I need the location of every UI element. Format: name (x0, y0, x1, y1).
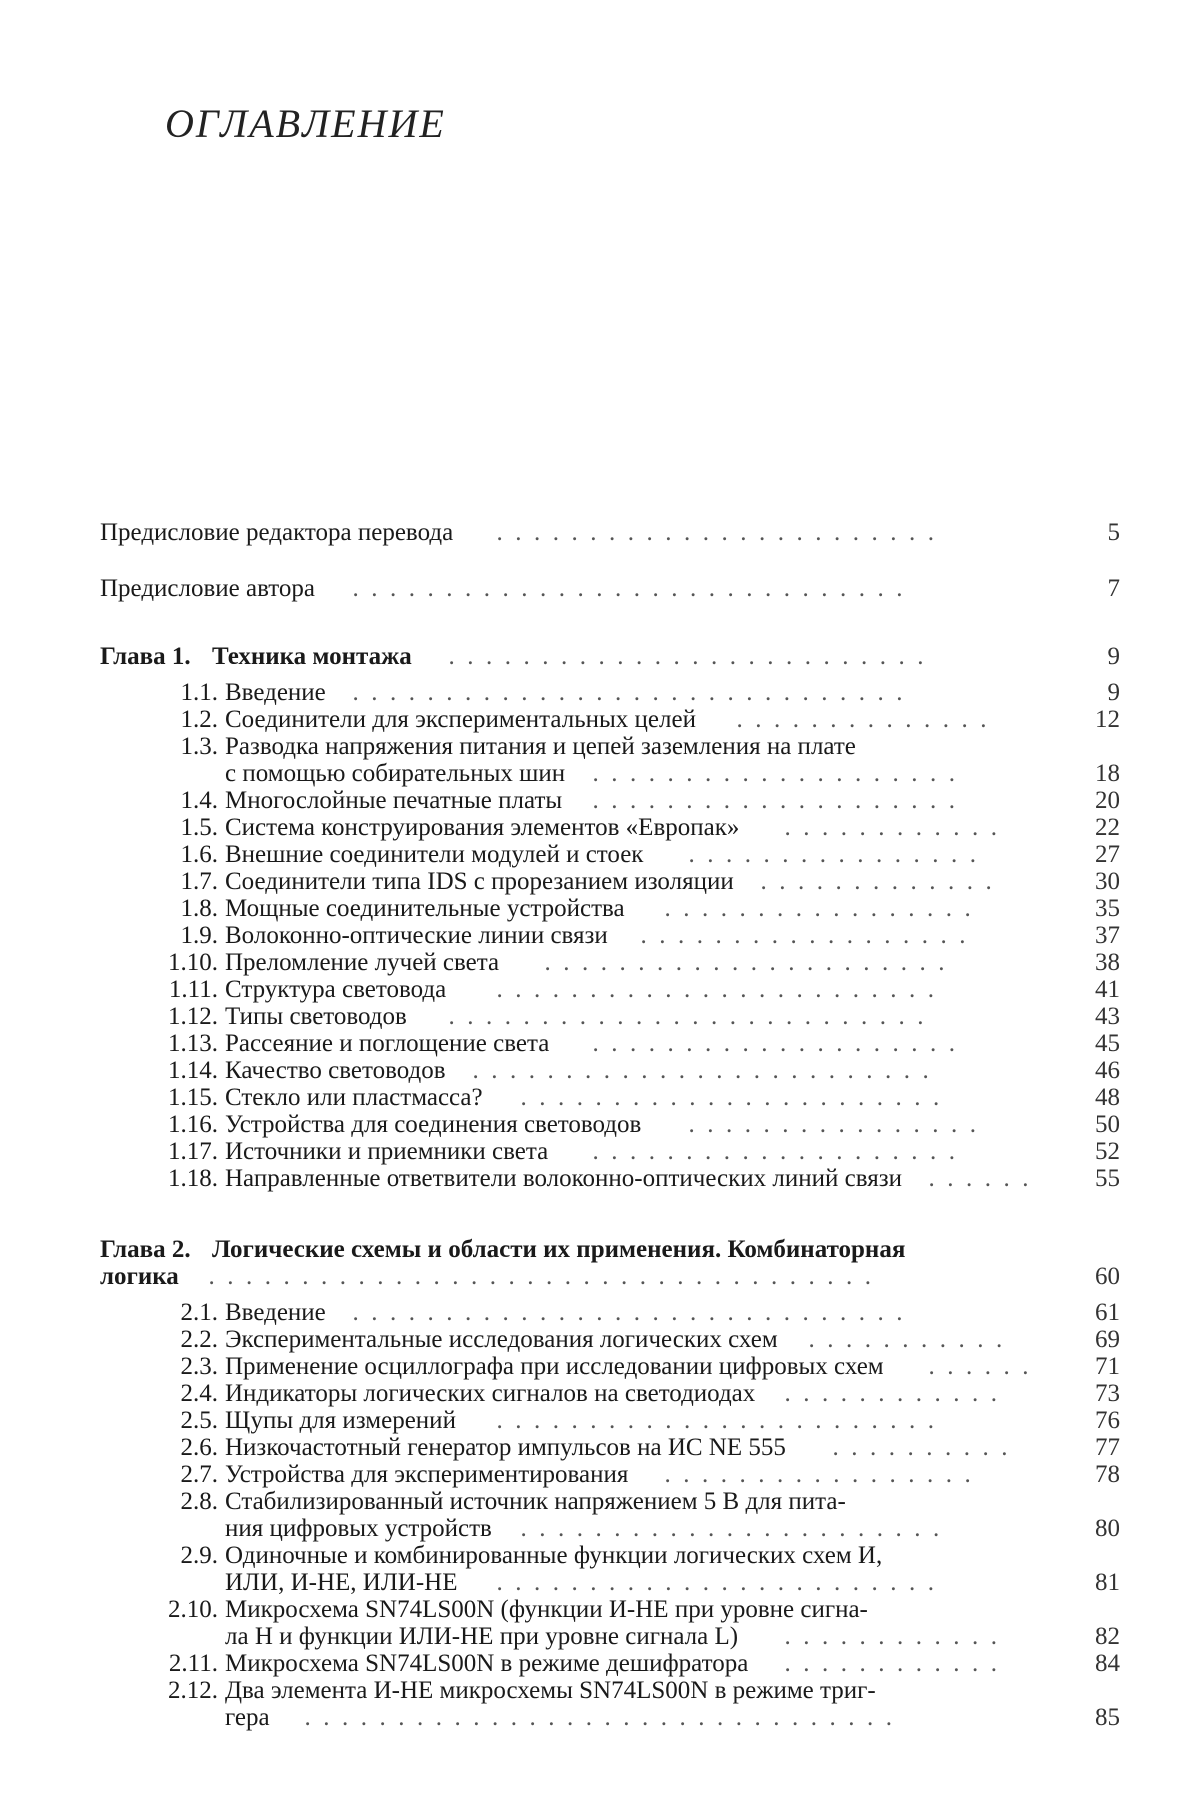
dot-leader: . . . . . . . . . . . . . . . . . . . . . . . . (484, 1408, 934, 1434)
entry-title: Направленные ответвители волоконно-оптических линий связи (225, 1165, 902, 1192)
dot-leader: . . . . . . . . . . . . . . (724, 707, 987, 733)
chapter-label: Глава 1. (100, 643, 191, 670)
dot-leader: . . . . . . . . . . . . . . . . . . . . . . . . . . . . . . (340, 680, 903, 706)
entry-number: 1.9. (180, 922, 218, 949)
dot-leader: . . . . . . . . . . (820, 1435, 1008, 1461)
toc-item[interactable] (100, 1543, 1120, 1569)
page-number: 30 (1095, 868, 1120, 895)
toc-chapter-2[interactable] (100, 1237, 1120, 1263)
entry-number: 2.11. (168, 1650, 218, 1677)
toc-item[interactable] (100, 1300, 1120, 1326)
entry-number: 1.8. (180, 895, 218, 922)
page-number: 78 (1095, 1461, 1120, 1488)
entry-title: Устройства для экспериментирования (225, 1461, 629, 1488)
toc-item[interactable] (100, 1166, 1120, 1192)
entry-title: Мощные соединительные устройства (225, 895, 625, 922)
toc-item[interactable] (100, 1381, 1120, 1407)
entry-number: 2.7. (180, 1461, 218, 1488)
entry-title: Источники и приемники света (225, 1138, 549, 1165)
page-number: 9 (1107, 679, 1120, 706)
entry-number: 1.18. (168, 1165, 218, 1192)
toc-item[interactable] (100, 788, 1120, 814)
entry-title: Одиночные и комбинированные функции логических схем И, (225, 1542, 883, 1569)
page-number: 60 (1095, 1263, 1120, 1290)
toc-item[interactable] (100, 1462, 1120, 1488)
dot-leader: . . . . . . . . . . . . . . . . (676, 842, 976, 868)
toc-item[interactable] (100, 842, 1120, 868)
entry-title: Устройства для соединения световодов (225, 1111, 642, 1138)
toc-item[interactable] (100, 950, 1120, 976)
toc-item[interactable] (100, 1031, 1120, 1057)
entry-number: 1.11. (168, 976, 218, 1003)
toc-item-continued[interactable] (100, 1516, 1120, 1542)
entry-title: Микросхема SN74LS00N в режиме дешифратора (225, 1650, 749, 1677)
page-number: 5 (1107, 519, 1120, 546)
entry-title: Логические схемы и области их применения. Комбинаторная (212, 1236, 906, 1263)
page-number: 69 (1095, 1326, 1120, 1353)
entry-title: Два элемента И-НЕ микросхемы SN74LS00N в режиме триг- (225, 1677, 876, 1704)
toc-item[interactable] (100, 1435, 1120, 1461)
page-number: 85 (1095, 1704, 1120, 1731)
dot-leader: . . . . . . . . . . . . . . . . . . . . . . . . (484, 977, 934, 1003)
dot-leader: . . . . . . . . . . . . . . . . . . . . . . . (508, 1085, 940, 1111)
entry-title: Стекло или пластмасса? (225, 1084, 483, 1111)
dot-leader: . . . . . . . . . . . . . . . . . . . . . . (532, 950, 945, 976)
page-number: 22 (1095, 814, 1120, 841)
toc-item[interactable] (100, 896, 1120, 922)
entry-number: 2.6. (180, 1434, 218, 1461)
entry-title: Соединители типа IDS с прорезанием изоляции (225, 868, 734, 895)
toc-item[interactable] (100, 707, 1120, 733)
entry-title: Система конструирования элементов «Европак» (225, 814, 740, 841)
entry-number: 1.3. (180, 733, 218, 760)
entry-number: 2.3. (180, 1353, 218, 1380)
entry-number: 1.15. (168, 1084, 218, 1111)
entry-title: Стабилизированный источник напряжением 5 В для пита- (225, 1488, 846, 1515)
entry-title: Предисловие автора (100, 575, 315, 602)
dot-leader: . . . . . . . . . . . . . . . . . (652, 896, 971, 922)
page-number: 50 (1095, 1111, 1120, 1138)
toc-item-continued[interactable] (100, 1705, 1120, 1731)
toc-item[interactable] (100, 1651, 1120, 1677)
toc-item[interactable] (100, 1004, 1120, 1030)
dot-leader: . . . . . . . . . . . . . . . . . . . . . . . . . . . . . . . . . . . . (196, 1264, 871, 1290)
page-number: 55 (1095, 1165, 1120, 1192)
toc-item[interactable] (100, 1354, 1120, 1380)
dot-leader: . . . . . . (916, 1166, 1029, 1192)
dot-leader: . . . . . . . . . . . . . . . . . . . . (580, 788, 955, 814)
entry-title: Соединители для экспериментальных целей (225, 706, 696, 733)
page-number: 82 (1095, 1623, 1120, 1650)
dot-leader: . . . . . . . . . . . . . . . . . . . . . . . (508, 1516, 940, 1542)
page-number: 27 (1095, 841, 1120, 868)
entry-number: 1.14. (168, 1057, 218, 1084)
page-number: 46 (1095, 1057, 1120, 1084)
entry-number: 1.16. (168, 1111, 218, 1138)
entry-number: 2.5. (180, 1407, 218, 1434)
entry-title: Многослойные печатные платы (225, 787, 563, 814)
entry-title: с помощью собирательных шин (225, 760, 566, 787)
entry-title: Введение (225, 679, 326, 706)
entry-number: 1.13. (168, 1030, 218, 1057)
toc-item[interactable] (100, 1597, 1120, 1623)
dot-leader: . . . . . . . . . . . . . . . . . . . . . . . . . . . . . . (340, 1300, 903, 1326)
dot-leader: . . . . . . . . . . . . . . . . . . . . . . . . (484, 1570, 934, 1596)
entry-number: 2.2. (180, 1326, 218, 1353)
entry-number: 2.1. (180, 1299, 218, 1326)
entry-title: Структура световода (225, 976, 447, 1003)
page-number: 43 (1095, 1003, 1120, 1030)
dot-leader: . . . . . . . . . . . . (772, 1651, 997, 1677)
toc-item[interactable] (100, 1112, 1120, 1138)
entry-title: Типы световодов (225, 1003, 407, 1030)
toc-item[interactable] (100, 1327, 1120, 1353)
toc-item[interactable] (100, 1678, 1120, 1704)
entry-number: 1.7. (180, 868, 218, 895)
entry-title: Качество световодов (225, 1057, 446, 1084)
entry-number: 2.12. (168, 1677, 218, 1704)
dot-leader: . . . . . . . . . . . . . (748, 869, 992, 895)
page-number: 80 (1095, 1515, 1120, 1542)
entry-title: Низкочастотный генератор импульсов на ИС NE 555 (225, 1434, 786, 1461)
entry-number: 1.17. (168, 1138, 218, 1165)
dot-leader: . . . . . . . . . . . . . . . . . . . . . . . . . . (436, 1004, 924, 1030)
page-number: 52 (1095, 1138, 1120, 1165)
entry-title: Внешние соединители модулей и стоек (225, 841, 644, 868)
dot-leader: . . . . . . . . . . . . . . . . . . . . . . . . . . (436, 644, 924, 670)
entry-title: Разводка напряжения питания и цепей заземления на плате (225, 733, 856, 760)
page-number: 73 (1095, 1380, 1120, 1407)
dot-leader: . . . . . . . . . . . (796, 1327, 1003, 1353)
dot-leader: . . . . . . . . . . . . . . . . . . . . . . . . . . . . . . . . (292, 1705, 892, 1731)
entry-title: Индикаторы логических сигналов на светодиодах (225, 1380, 756, 1407)
toc-item[interactable] (100, 869, 1120, 895)
page-number: 61 (1095, 1299, 1120, 1326)
toc-item-continued[interactable] (100, 1570, 1120, 1596)
dot-leader: . . . . . . . . . . . . (772, 1624, 997, 1650)
dot-leader: . . . . . . . . . . . . . . . . . . . . . . . . (484, 520, 934, 546)
entry-number: 1.5. (180, 814, 218, 841)
entry-title: Применение осциллографа при исследовании цифровых схем (225, 1353, 884, 1380)
dot-leader: . . . . . . . . . . . . . . . . . . . . . . . . . . . . . . (340, 576, 903, 602)
toc-chapter-2-continued[interactable] (100, 1264, 1120, 1290)
entry-number: 2.10. (168, 1596, 218, 1623)
toc-preface-2[interactable] (100, 576, 1120, 602)
page-number: 84 (1095, 1650, 1120, 1677)
page-number: 12 (1095, 706, 1120, 733)
entry-title: ИЛИ, И-НЕ, ИЛИ-НЕ (225, 1569, 458, 1596)
toc-item[interactable] (100, 1058, 1120, 1084)
entry-number: 1.1. (180, 679, 218, 706)
chapter-label: Глава 2. (100, 1236, 191, 1263)
toc-item-continued[interactable] (100, 1624, 1120, 1650)
entry-title: Щупы для измерений (225, 1407, 456, 1434)
toc-item[interactable] (100, 1085, 1120, 1111)
toc-item[interactable] (100, 1489, 1120, 1515)
page-number: 48 (1095, 1084, 1120, 1111)
entry-title: гера (225, 1704, 270, 1731)
dot-leader: . . . . . . . . . . . . . . . . . . . . (580, 761, 955, 787)
entry-number: 1.12. (168, 1003, 218, 1030)
page-number: 76 (1095, 1407, 1120, 1434)
page-number: 9 (1107, 643, 1120, 670)
entry-title: ния цифровых устройств (225, 1515, 492, 1542)
entry-title: Преломление лучей света (225, 949, 500, 976)
dot-leader: . . . . . . . . . . . . . . . . . (652, 1462, 971, 1488)
entry-number: 2.4. (180, 1380, 218, 1407)
entry-number: 2.8. (180, 1488, 218, 1515)
page-number: 35 (1095, 895, 1120, 922)
dot-leader: . . . . . . . . . . . . . . . . (676, 1112, 976, 1138)
page-number: 45 (1095, 1030, 1120, 1057)
page-number: 71 (1095, 1353, 1120, 1380)
dot-leader: . . . . . . . . . . . . . . . . . . . . (580, 1139, 955, 1165)
dot-leader: . . . . . . . . . . . . . . . . . . . . (580, 1031, 955, 1057)
toc-item[interactable] (100, 680, 1120, 706)
entry-title: логика (100, 1263, 179, 1290)
dot-leader: . . . . . . . . . . . . . . . . . . (628, 923, 966, 949)
page-number: 20 (1095, 787, 1120, 814)
entry-title: Техника монтажа (212, 643, 412, 670)
page-number: 38 (1095, 949, 1120, 976)
page-number: 41 (1095, 976, 1120, 1003)
toc-item-continued[interactable] (100, 761, 1120, 787)
dot-leader: . . . . . . (916, 1354, 1029, 1380)
entry-title: Микросхема SN74LS00N (функции И-НЕ при уровне сигна- (225, 1596, 868, 1623)
entry-number: 1.6. (180, 841, 218, 868)
page-number: 77 (1095, 1434, 1120, 1461)
dot-leader: . . . . . . . . . . . . (772, 1381, 997, 1407)
entry-number: 1.2. (180, 706, 218, 733)
toc-item[interactable] (100, 923, 1120, 949)
entry-number: 1.4. (180, 787, 218, 814)
toc-item[interactable] (100, 1408, 1120, 1434)
entry-title: Волоконно-оптические линии связи (225, 922, 608, 949)
toc-item[interactable] (100, 977, 1120, 1003)
entry-number: 1.10. (168, 949, 218, 976)
toc-preface-1[interactable] (100, 520, 1120, 546)
dot-leader: . . . . . . . . . . . . . . . . . . . . . . . . . (460, 1058, 929, 1084)
page-number: 37 (1095, 922, 1120, 949)
entry-number: 2.9. (180, 1542, 218, 1569)
page-number: 81 (1095, 1569, 1120, 1596)
entry-title: Экспериментальные исследования логических схем (225, 1326, 778, 1353)
page-title: ОГЛАВЛЕНИЕ (165, 101, 446, 146)
page-number: 18 (1095, 760, 1120, 787)
toc-item[interactable] (100, 815, 1120, 841)
entry-title: Введение (225, 1299, 326, 1326)
entry-title: Предисловие редактора перевода (100, 519, 454, 546)
page-number: 7 (1107, 575, 1120, 602)
toc-item[interactable] (100, 1139, 1120, 1165)
dot-leader: . . . . . . . . . . . . (772, 815, 997, 841)
entry-title: Рассеяние и поглощение света (225, 1030, 550, 1057)
toc-item[interactable] (100, 734, 1120, 760)
toc-chapter-1[interactable] (100, 644, 1120, 670)
entry-title: ла H и функции ИЛИ-НЕ при уровне сигнала L) (225, 1623, 739, 1650)
